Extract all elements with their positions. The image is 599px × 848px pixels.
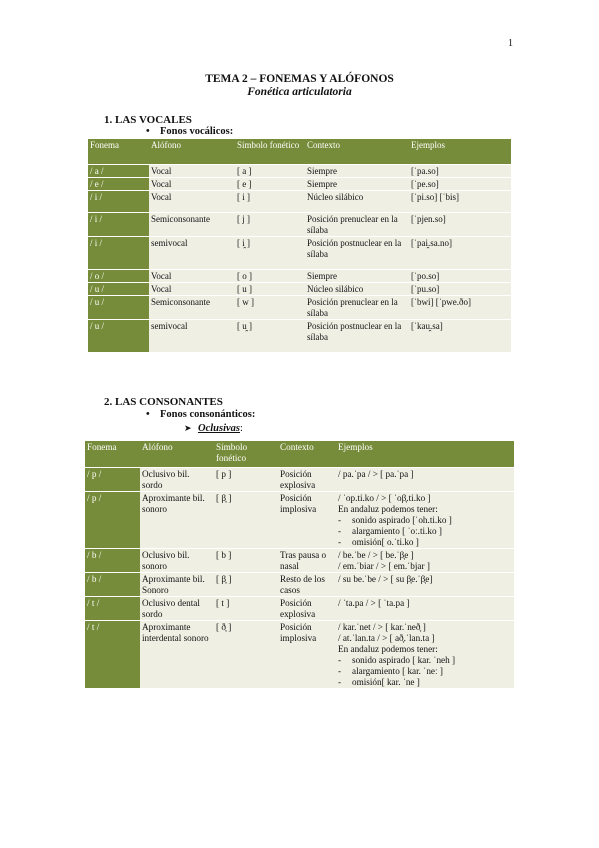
alofono-cell: Semiconsonante: [149, 296, 235, 320]
consonants-table-row: [85, 468, 514, 492]
simbolo-cell: [ j ]: [235, 213, 305, 237]
oclusivas-colon: :: [240, 423, 243, 434]
ejemplos-cell: [ˈpo.so]: [409, 270, 511, 283]
contexto-cell: Posición prenuclear en la sílaba: [305, 296, 409, 320]
contexto-cell: Posición postnuclear en la sílaba: [305, 237, 409, 270]
vowels-table-row: [88, 165, 511, 178]
consonants-table-row: [85, 621, 514, 689]
alofono-cell: Vocal: [149, 165, 235, 178]
fonema-cell: / u /: [88, 296, 149, 320]
andaluz-list-item: [338, 526, 512, 537]
column-header: Fonema: [85, 441, 140, 468]
ejemplos-cell: [ˈpa.so]: [409, 165, 511, 178]
simbolo-cell: [ β̞ ]: [214, 573, 278, 597]
vowels-bullet: [146, 126, 233, 137]
ejemplos-cell: [ˈpi.so] [ˈbis]: [409, 191, 511, 213]
vowels-table-row: [88, 320, 511, 353]
andaluz-note: En andaluz podemos tener:: [338, 644, 438, 654]
contexto-cell: Siempre: [305, 165, 409, 178]
dash-bullet-icon: -: [338, 515, 342, 525]
dash-bullet-icon: -: [338, 526, 342, 536]
column-header: Fonema: [88, 139, 149, 165]
fonema-cell: / u /: [88, 283, 149, 296]
vowels-table-header: [88, 139, 511, 165]
alofono-cell: semivocal: [149, 320, 235, 353]
column-header: Símbolo fonético: [235, 139, 305, 165]
contexto-cell: Siempre: [305, 178, 409, 191]
fonema-cell: / i /: [88, 213, 149, 237]
fonema-cell: / a /: [88, 165, 149, 178]
andaluz-list-item-text: omisión[ o.ˈti.ko ]: [352, 537, 419, 547]
alofono-cell: semivocal: [149, 237, 235, 270]
oclusivas-subbullet: [184, 423, 243, 434]
ejemplos-cell: [336, 549, 514, 573]
alofono-cell: Vocal: [149, 270, 235, 283]
oclusivas-label: Oclusivas: [198, 423, 240, 434]
page-number: 1: [508, 38, 513, 49]
fonema-cell: / b /: [85, 549, 140, 573]
andaluz-list-item-text: sonido aspirado [ˈoh.ti.ko ]: [352, 515, 452, 525]
alofono-cell: Vocal: [149, 178, 235, 191]
vowels-table-row: [88, 178, 511, 191]
fonema-cell: / o /: [88, 270, 149, 283]
ejemplos-cell: [336, 468, 514, 492]
alofono-cell: Oclusivo dental sordo: [140, 597, 214, 621]
fonema-cell: / p /: [85, 492, 140, 549]
andaluz-note: En andaluz podemos tener:: [338, 504, 438, 514]
ejemplos-cell: [ˈpjen.so]: [409, 213, 511, 237]
alofono-cell: Semiconsonante: [149, 213, 235, 237]
andaluz-list-item: [338, 515, 512, 526]
simbolo-cell: [ b ]: [214, 549, 278, 573]
fonema-cell: / i /: [88, 237, 149, 270]
andaluz-list-item-text: sonido aspirado [ kar. ˈneh ]: [352, 655, 456, 665]
fonema-cell: / p /: [85, 468, 140, 492]
consonants-table-row: [85, 573, 514, 597]
vowels-heading: 1. LAS VOCALES: [104, 114, 192, 126]
column-header: Alófono: [149, 139, 235, 165]
vowels-table-row: [88, 191, 511, 213]
bullet-dot-icon: •: [146, 409, 150, 420]
ejemplos-cell: [336, 621, 514, 689]
vowels-table-row: [88, 296, 511, 320]
example-line: / kar.ˈnet / > [ kar.ˈneð̞ ]: [338, 622, 426, 632]
alofono-cell: Aproximante interdental sonoro: [140, 621, 214, 689]
alofono-cell: Aproximante bil. sonoro: [140, 492, 214, 549]
column-header: Contexto: [305, 139, 409, 165]
andaluz-list-item: [338, 666, 512, 677]
column-header: Ejemplos: [409, 139, 511, 165]
contexto-cell: Resto de los casos: [278, 573, 336, 597]
simbolo-cell: [ β̞ ]: [214, 492, 278, 549]
dash-bullet-icon: -: [338, 655, 342, 665]
vowels-table-row: [88, 237, 511, 270]
dash-bullet-icon: -: [338, 537, 342, 547]
arrow-bullet-icon: ➤: [184, 423, 192, 433]
alofono-cell: Aproximante bil. Sonoro: [140, 573, 214, 597]
contexto-cell: Posición postnuclear en la sílaba: [305, 320, 409, 353]
vowels-table: [88, 139, 511, 353]
contexto-cell: Posición explosiva: [278, 468, 336, 492]
simbolo-cell: [ ð̞ ]: [214, 621, 278, 689]
simbolo-cell: [ i ]: [235, 191, 305, 213]
alofono-cell: Oclusivo bil. sonoro: [140, 549, 214, 573]
andaluz-list-item-text: omisión[ kar. ˈne ]: [352, 677, 420, 687]
contexto-cell: Posición explosiva: [278, 597, 336, 621]
vowels-table-row: [88, 270, 511, 283]
column-header: Contexto: [278, 441, 336, 468]
alofono-cell: Vocal: [149, 283, 235, 296]
consonants-heading: 2. LAS CONSONANTES: [104, 396, 223, 408]
simbolo-cell: [ a ]: [235, 165, 305, 178]
consonants-table-row: [85, 549, 514, 573]
contexto-cell: Núcleo silábico: [305, 191, 409, 213]
column-header: Símbolo fonético: [214, 441, 278, 468]
consonants-bullet: [146, 409, 255, 420]
example-line: / ˈta.pa / > [ ˈta.pa ]: [338, 598, 410, 608]
bullet-dot-icon: •: [146, 126, 150, 137]
simbolo-cell: [ w ]: [235, 296, 305, 320]
ejemplos-cell: [336, 492, 514, 549]
andaluz-list-item-text: alargamiento [ kar. ˈneː ]: [352, 666, 443, 676]
simbolo-cell: [ p ]: [214, 468, 278, 492]
column-header: Ejemplos: [336, 441, 514, 468]
example-line: / pa.ˈpa / > [ pa.ˈpa ]: [338, 469, 414, 479]
document-subtitle: Fonética articulatoria: [247, 86, 352, 98]
column-header: Alófono: [140, 441, 214, 468]
contexto-cell: Posición prenuclear en la sílaba: [305, 213, 409, 237]
consonants-table: [85, 441, 514, 689]
consonants-table-row: [85, 492, 514, 549]
ejemplos-cell: [ˈpu.so]: [409, 283, 511, 296]
alofono-cell: Oclusivo bil. sordo: [140, 468, 214, 492]
consonants-table-row: [85, 597, 514, 621]
contexto-cell: Tras pausa o nasal: [278, 549, 336, 573]
ejemplos-cell: [336, 597, 514, 621]
ejemplos-cell: [ˈkau̯.sa]: [409, 320, 511, 353]
consonants-bullet-label: Fonos consonánticos:: [160, 409, 256, 420]
contexto-cell: Núcleo silábico: [305, 283, 409, 296]
contexto-cell: Siempre: [305, 270, 409, 283]
simbolo-cell: [ t ]: [214, 597, 278, 621]
example-line: / at.ˈlan.ta / > [ að̞.ˈlan.ta ]: [338, 633, 435, 643]
ejemplos-cell: [ˈbwi] [ˈpwe.ðo]: [409, 296, 511, 320]
example-line: / ˈop.ti.ko / > [ ˈoβ̞.ti.ko ]: [338, 493, 431, 503]
simbolo-cell: [ u ]: [235, 283, 305, 296]
fonema-cell: / e /: [88, 178, 149, 191]
vowels-bullet-label: Fonos vocálicos:: [160, 126, 234, 137]
simbolo-cell: [ u̯ ]: [235, 320, 305, 353]
consonants-table-header: [85, 441, 514, 468]
andaluz-list-item: [338, 655, 512, 666]
example-line: / em.ˈbiar / > [ em.ˈbjar ]: [338, 561, 430, 571]
fonema-cell: / t /: [85, 621, 140, 689]
andaluz-list-item-text: alargamiento [ ˈoː.ti.ko ]: [352, 526, 442, 536]
dash-bullet-icon: -: [338, 677, 342, 687]
fonema-cell: / b /: [85, 573, 140, 597]
dash-bullet-icon: -: [338, 666, 342, 676]
fonema-cell: / i /: [88, 191, 149, 213]
example-line: / be.ˈbe / > [ be.ˈβ̞e ]: [338, 550, 414, 560]
fonema-cell: / t /: [85, 597, 140, 621]
ejemplos-cell: [336, 573, 514, 597]
andaluz-list-item: [338, 537, 512, 548]
vowels-table-row: [88, 283, 511, 296]
andaluz-list-item: [338, 677, 512, 688]
example-line: / su be.ˈbe / > [ su β̞e.ˈβ̞e]: [338, 574, 433, 584]
ejemplos-cell: [ˈpai̯.sa.no]: [409, 237, 511, 270]
simbolo-cell: [ e ]: [235, 178, 305, 191]
contexto-cell: Posición implosiva: [278, 621, 336, 689]
contexto-cell: Posición implosiva: [278, 492, 336, 549]
vowels-table-row: [88, 213, 511, 237]
ejemplos-cell: [ˈpe.so]: [409, 178, 511, 191]
document-title: TEMA 2 – FONEMAS Y ALÓFONOS: [205, 73, 394, 85]
simbolo-cell: [ o ]: [235, 270, 305, 283]
simbolo-cell: [ i̯ ]: [235, 237, 305, 270]
alofono-cell: Vocal: [149, 191, 235, 213]
fonema-cell: / u /: [88, 320, 149, 353]
